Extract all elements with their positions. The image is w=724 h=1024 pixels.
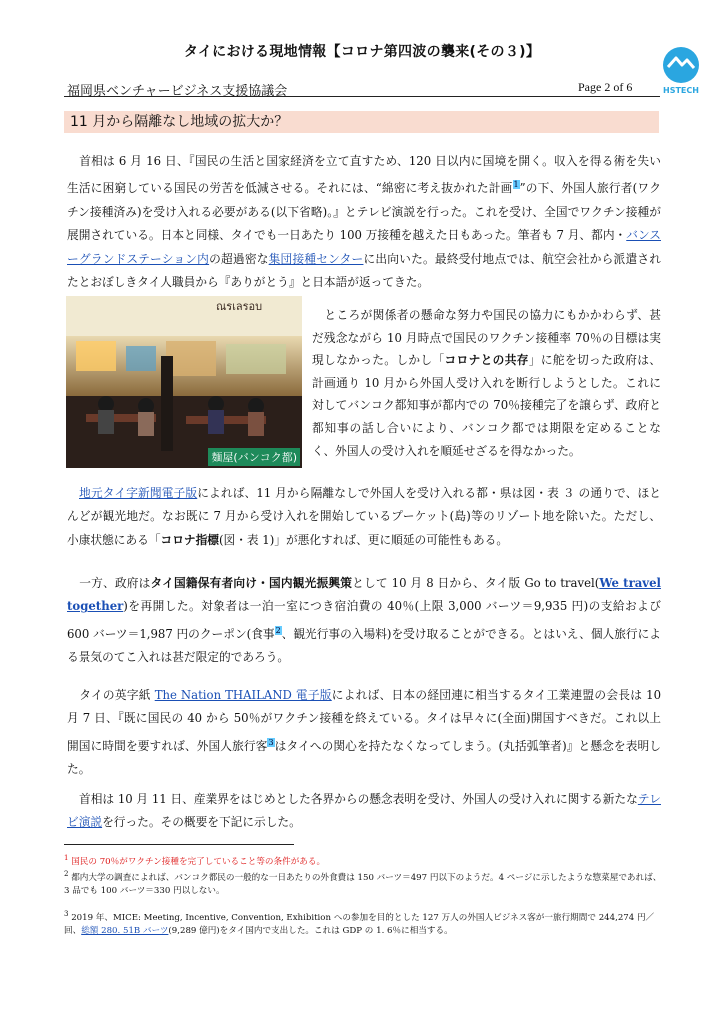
- header-organization: 福岡県ベンチャービジネス支援協議会: [67, 84, 288, 99]
- link-vaccination-center[interactable]: 集団接種センター: [268, 251, 364, 266]
- footnote-divider: [64, 844, 294, 845]
- link-bangsue-station[interactable]: バンスーグランドステーション内: [67, 228, 661, 266]
- link-the-nation[interactable]: The Nation THAILAND 電子版: [154, 688, 332, 702]
- link-thai-newspaper[interactable]: 地元タイ字新聞電子版: [79, 486, 198, 500]
- section-heading: 11 月から隔離なし地域の拡大か？: [64, 111, 659, 133]
- noodle-shop-photo: [66, 296, 302, 468]
- paragraph-1: 首相は 6 月 16 日、『国民の生活と国家経済を立て直すため、120 日以内に国境を開く。収入を得る術を失い生活に困窮している国民の労苦を低減させる。それには、“綿密に考え抜かれた計画$^1$”の下、外国人旅行者(ワクチン接種済み)を受け入れる必要がある(以下省略)。』とテレビ演説を行った。これを受け、全国でワクチン接種が展開されている。日本と同様、タイでも一日あたり 100 万接種を越えた日もあった。筆者も 7 月、都内・バンスーグランドステーション内の超過密な集団接種センターに出向いた。最終受付地点では、航空会社から派遣されたとおぼしきタイ人職員から『ありがとう』と日本語が返ってきた。: [67, 154, 661, 289]
- link-tv-speech[interactable]: テレビ演説: [67, 792, 661, 830]
- logo-text: HSTECH: [663, 86, 699, 95]
- link-we-travel-together[interactable]: We travel together: [67, 576, 661, 614]
- paragraph-4: 一方、政府はタイ国籍保有者向け・国内観光振興策として 10 月 8 日から、タイ版 Go to travel(We travel together)を再開した。対象者は一泊一室につき宿泊費の 40％(上限 3,000 バーツ＝9,935 円)の支給および 600 バーツ＝1,987 円のクーポン(食事$^2$、観光行事の入場料)を受け取ることができる。とはいえ、個人旅行による景気のてこ入れは甚だ限定的であろう。: [67, 576, 661, 665]
- photo-caption: 麺屋(バンコク都): [208, 448, 300, 466]
- paragraph-5: タイの英字紙 The Nation THAILAND 電子版によれば、日本の経団連に相当するタイ工業連盟の会長は 10 月 7 日、『既に国民の 40 から 50％がワクチン接種を終えている。タイは早々に(全面)開国すべきだ。これ以上開国に時間を要すれば、外国人旅行客$^3$はタイへの関心を持たなくなってしまう。(丸括弧筆者)』と懸念を表明した。: [67, 688, 662, 777]
- svg-text:ณรเลรอบ: ณรเลรอบ: [216, 300, 263, 313]
- footnote-2: $^2$ 都内大学の調査によれば、バンコク都民の一般的な一日あたりの外食費は 150 バーツ＝497 円以下のようだ。4 ページに示したような惣菜屋であれば、3 品でも 100 バーツ＝330 円以しない。: [64, 870, 662, 897]
- footnote-ref-3[interactable]: 3: [268, 737, 274, 747]
- header-divider: [64, 96, 660, 97]
- paragraph-2: ところが関係者の懸命な努力や国民の協力にもかかわらず、甚だ残念ながら 10 月時点で国民のワクチン接種率 70％の目標は実現しなかった。しかし「コロナとの共存」に舵を切った政府は、計画通り 10 月から外国人受け入れを断行しようとした。これに対してバンコク都知事が都内での 70％接種完了を譲らず、政府と都知事の話し合いにより、バンコク都では期限を定めることなく、外国人の受け入れを順延せざるを得なかった。: [312, 308, 661, 458]
- paragraph-6: 首相は 10 月 11 日、産業界をはじめとした各界からの懸念表明を受け、外国人の受け入れに関する新たなテレビ演説を行った。その概要を下記に示した。: [67, 792, 661, 830]
- footnote-1: $^1$ 国民の 70％がワクチン接種を完了していること等の条件がある。: [64, 854, 326, 867]
- hstech-logo: [661, 46, 701, 96]
- footnote-ref-2[interactable]: 2: [275, 625, 281, 635]
- paragraph-3: 地元タイ字新聞電子版によれば、11 月から隔離なしで外国人を受け入れる都・県は図・表 ３ の通りで、ほとんどが観光地だ。なお既に 7 月から受け入れを開始しているプーケット(島)等のリゾート地を除いた。ただし、小康状態にある「コロナ指標(図・表 1)」が悪化すれば、更に順延の可能性もある。: [67, 486, 661, 547]
- footnote-3: $^3$ 2019 年、MICE: Meeting, Incentive, Convention, Exhibition への参加を目的とした 127 万人の外国人ビジネス客が一旅行期間で 244,274 円／回、総額 280. 51B バーツ(9,289 億円)をタイ国内で支出した。これは GDP の 1. 6％に相当する。: [64, 910, 655, 937]
- link-mice-total[interactable]: 総額 280. 51B バーツ: [81, 926, 169, 937]
- footnote-ref-1[interactable]: 1: [513, 180, 519, 190]
- page-number: Page 2 of 6: [578, 80, 633, 94]
- document-title: タイにおける現地情報【コロナ第四波の襲来(その３)】: [183, 44, 541, 60]
